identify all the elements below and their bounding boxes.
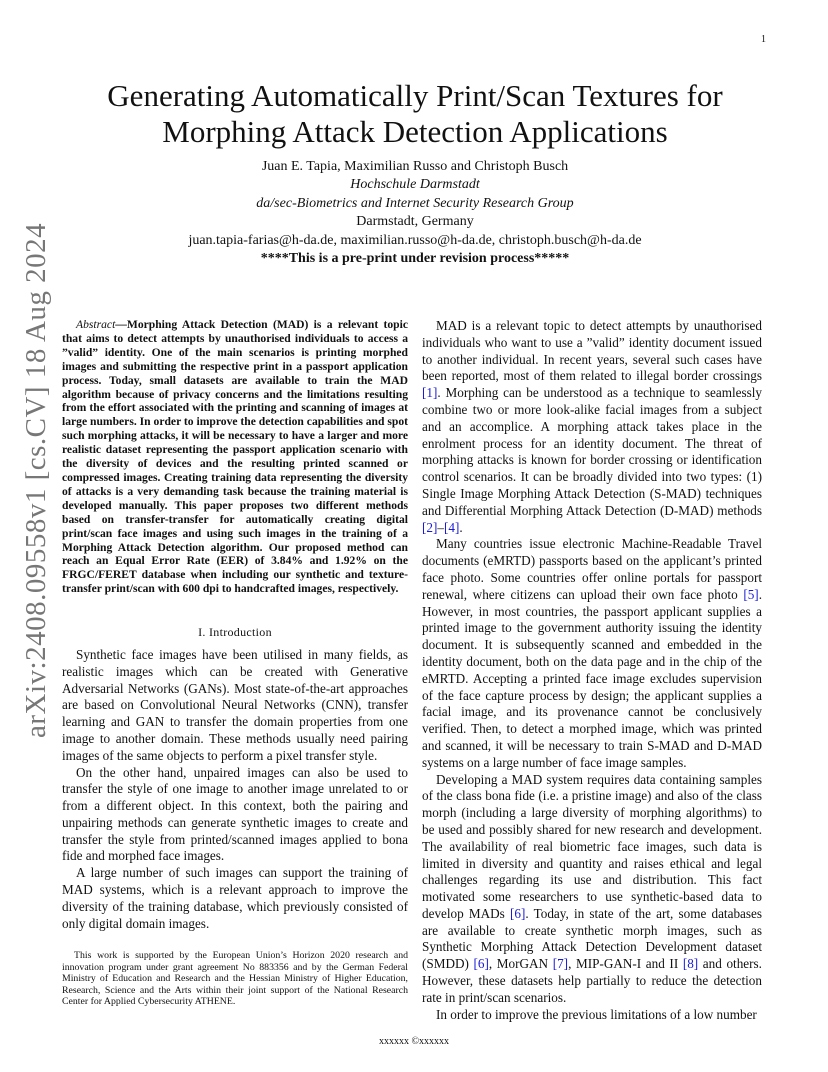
page-footer: xxxxxx ©xxxxxx — [378, 1036, 450, 1047]
affiliation-group: da/sec-Biometrics and Internet Security Research Group — [256, 195, 574, 211]
right-paragraph-1 — [422, 318, 762, 536]
right-column — [422, 318, 762, 1023]
emails: juan.tapia-farias@h-da.de, maximilian.russo@h-da.de, christoph.busch@h-da.de — [188, 232, 642, 248]
text-run: Many countries issue electronic Machine-Readable Travel documents (eMRTD) passports based on the applicant’s printed face photo. Some countries offer online portals for passport renewal, where citizens can upload their own face photo — [422, 536, 762, 602]
paper-title — [70, 78, 760, 150]
title-line-1: Generating Automatically Print/Scan Textures for — [107, 78, 723, 113]
page-number: 1 — [761, 34, 766, 45]
text-run: MAD is a relevant topic to detect attempts by unauthorised individuals who want to use a ”valid” identity document issued to another individual. In recent years, several such cases have been reported, most of them related to illegal border crossings — [422, 318, 762, 384]
right-paragraph-2 — [422, 536, 762, 771]
text-run: . — [459, 519, 463, 535]
text-run: and others. However, these datasets help partially to reduce the detection rate in print/scan scenarios. — [422, 956, 762, 1005]
abstract-label: Abstract — [76, 318, 116, 331]
citation-link[interactable]: [1] — [422, 385, 438, 401]
abstract-text: —Morphing Attack Detection (MAD) is a relevant topic that aims to detect attempts by unauthorised individuals to access a ”valid” identity. One of the main scenarios is printing morphed images and submitting the respective print in a passport application process. Today, small datasets are available to train the MAD algorithm because of privacy concerns and the limitations resulting from the effort associated with the printing and scanning of images at large numbers. In order to improve the detection capabilities and spot such morphing attacks, it will be necessary to have a larger and more realistic dataset representing the passport application scenario with the diversity of devices and the resulting printed scanned or compressed images. Creating training data representing the diversity of attacks is a very demanding task because the training material is developed manually. This paper proposes two different methods based on transfer-transfer for automatically creating digital print/scan face images and using such images in the training of a Morphing Attack Detection algorithm. Our proposed method can reach an Equal Error Rate (EER) of 3.84% and 1.92% on the FRGC/FERET database when including our synthetic and texture-transfer print/scan with 600 dpi to handcrafted images, respectively. — [62, 318, 408, 596]
citation-link[interactable]: [6] — [473, 956, 489, 972]
citation-link[interactable]: [5] — [743, 586, 759, 602]
text-run: , MIP-GAN-I and II — [568, 956, 683, 972]
authors: Juan E. Tapia, Maximilian Russo and Christoph Busch — [261, 159, 569, 174]
citation-link[interactable]: [7] — [552, 956, 569, 972]
title-line-2: Morphing Attack Detection Applications — [162, 114, 668, 149]
text-run: . Today, in state of the art, some databases are available to create synthetic morph images, such as Synthetic Morphing Attack Detection Development dataset (SMDD) — [422, 905, 763, 972]
intro-paragraph-2: On the other hand, unpaired images can also be used to transfer the style of one image to another image unrelated to or from a different object. In this context, both the pairing and unpairing methods can generate synthetic images to create and transfer the style from printed/scanned images applied to bona fide and morphed face images. — [62, 764, 408, 864]
intro-paragraph-3: A large number of such images can support the training of MAD systems, which is a relevant approach to improve the diversity of the training database, which previously consisted of only digital domain images. — [62, 865, 408, 931]
right-paragraph-3 — [422, 772, 762, 1007]
citation-link[interactable]: [8] — [682, 956, 699, 972]
text-run: . However, in most countries, the passport applicant supplies a printed image to the government authority issuing the identity document. It is subsequently scanned and embedded in the identity document, both on the data page and in the chip of the eMRTD. Accepting a printed face image excludes supervision of the face capture process by design; the applicant supplies a facial image, and its provenance cannot be conclusively verified. Then, to detect a morphed image, which was printed and scanned, it will be necessary to train S-MAD and D-MAD systems on a large number of face image samples. — [422, 586, 762, 770]
section-heading: I. Introduction — [198, 625, 272, 640]
text-run: , MorGAN — [488, 956, 553, 972]
preprint-note: ****This is a pre-print under revision process***** — [260, 251, 570, 267]
affiliation-university: Hochschule Darmstadt — [350, 177, 480, 193]
text-run: . Morphing can be understood as a technique to seamlessly combine two or more look-alike facial images from a subject and an accomplice. A morphing attack takes place in the enrolment process for an identity document. The threat of morphing attacks is known for border crossing or identification control scenarios. It can be broadly divided into two types: (1) Single Image Morphing Attack Detection (S-MAD) techniques and Differential Morphing Attack Detection (D-MAD) methods — [422, 385, 762, 518]
text-run: – — [437, 519, 444, 535]
location: Darmstadt, Germany — [356, 214, 474, 230]
abstract — [62, 318, 408, 596]
author-block — [70, 158, 760, 268]
right-paragraph-4: In order to improve the previous limitations of a low number — [436, 1006, 757, 1022]
citation-link[interactable]: [4] — [443, 519, 460, 535]
funding-footnote: This work is supported by the European Union’s Horizon 2020 research and innovation program under grant agreement No 883356 and by the German Federal Ministry of Education and Research and the Hessian Ministry of Higher Education, Research, Science and the Arts within their joint support of the National Research Center for Applied Cybersecurity ATHENE. — [62, 950, 408, 1008]
intro-paragraph-1: Synthetic face images have been utilised in many fields, as realistic images which can be created with Generative Adversarial Networks (GANs). Most state-of-the-art approaches are based on Convolutional Neural Networks (CNN), transfer learning and GAN to transfer the domain properties from one image to another domain. These methods usually need pairing images of the same objects to perform a pixel transfer style. — [62, 646, 408, 763]
left-column — [62, 318, 408, 932]
citation-link[interactable]: [2] — [422, 519, 438, 535]
text-run: Developing a MAD system requires data containing samples of the class bona fide (i.e. a pristine image) and also of the class morph (including a large diversity of morphing algorithms) to be used and possibly shared for new research and development. The availability of real biometric face images, such data is limited in diversity and quantity and raises ethical and legal challenges regarding its use and distribution. This fact motivated some researchers to use synthetic-based data to develop MADs — [422, 771, 762, 921]
arxiv-identifier: arXiv:2408.09558v1 [cs.CV] 18 Aug 2024 — [20, 222, 52, 738]
citation-link[interactable]: [6] — [509, 905, 526, 921]
